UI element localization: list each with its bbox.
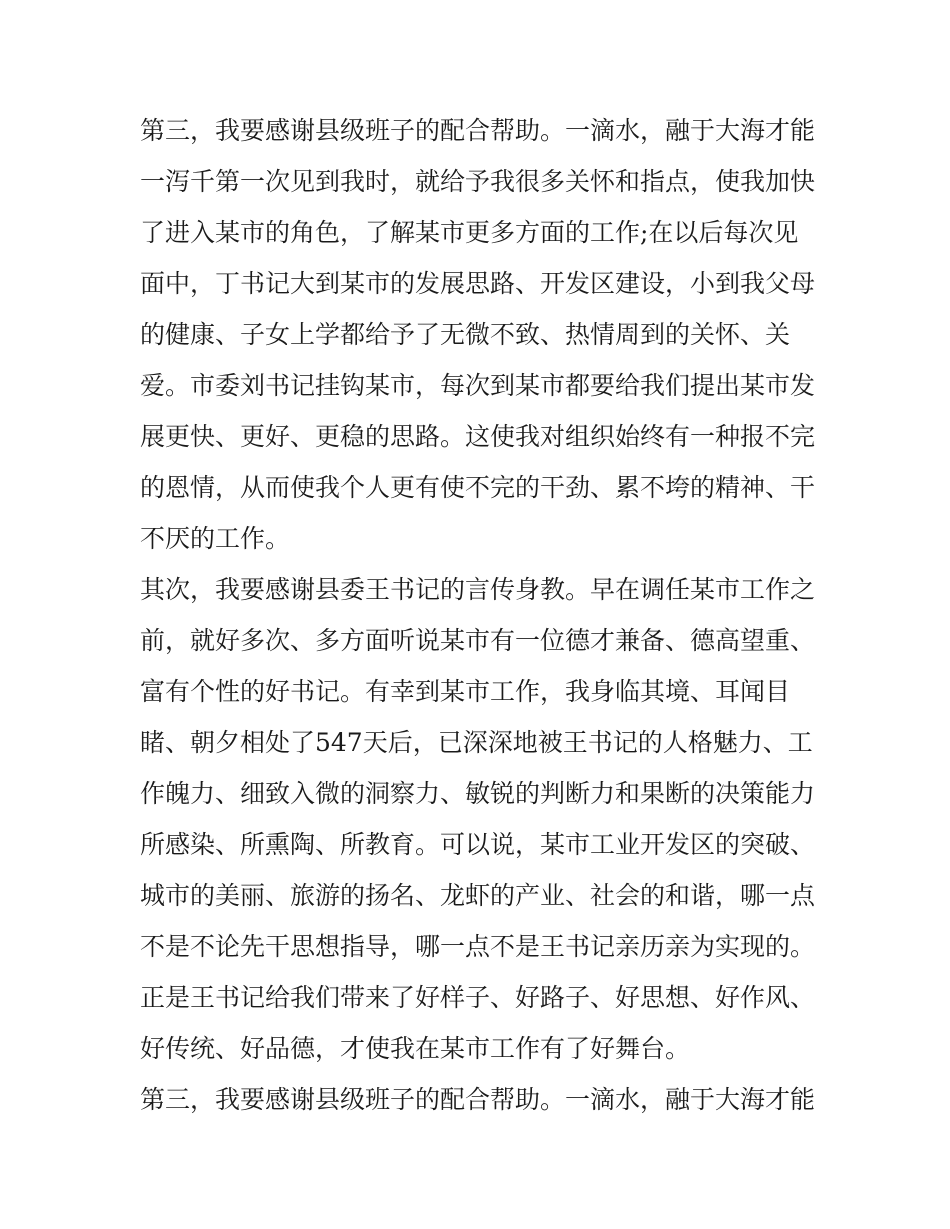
text-line: 不是不论先干思想指导，哪一点不是王书记亲历亲为实现的。 [140,932,816,961]
text-line: 其次，我要感谢县委王书记的言传身教。早在调任某市工作之 [140,575,816,604]
text-line: 第三，我要感谢县级班子的配合帮助。一滴水，融于大海才能 [140,1085,816,1114]
text-line: 第三，我要感谢县级班子的配合帮助。一滴水，融于大海才能 [140,116,816,145]
text-line: 爱。市委刘书记挂钩某市，每次到某市都要给我们提出某市发 [140,371,816,400]
text-line: 一泻千第一次见到我时，就给予我很多关怀和指点，使我加快 [140,167,816,196]
text-line: 好传统、好品德，才使我在某市工作有了好舞台。 [140,1034,691,1063]
text-line: 正是王书记给我们带来了好样子、好路子、好思想、好作风、 [140,983,816,1012]
text-line: 作魄力、细致入微的洞察力、敏锐的判断力和果断的决策能力 [140,779,816,808]
text-line: 的恩情，从而使我个人更有使不完的干劲、累不垮的精神、干 [140,473,816,502]
text-line: 所感染、所熏陶、所教育。可以说，某市工业开发区的突破、 [140,830,816,859]
text-line: 富有个性的好书记。有幸到某市工作，我身临其境、耳闻目 [140,677,791,706]
text-line: 的健康、子女上学都给予了无微不致、热情周到的关怀、关 [140,320,791,349]
document-body [140,105,820,1125]
text-line: 睹、朝夕相处了547天后，已深深地被王书记的人格魅力、工 [140,728,813,757]
text-line: 了进入某市的角色，了解某市更多方面的工作;在以后每次见 [140,218,799,247]
text-line: 展更快、更好、更稳的思路。这使我对组织始终有一种报不完 [140,422,816,451]
text-line: 前，就好多次、多方面听说某市有一位德才兼备、德高望重、 [140,626,816,655]
text-line: 不厌的工作。 [140,524,291,553]
text-line: 城市的美丽、旅游的扬名、龙虾的产业、社会的和谐，哪一点 [140,881,816,910]
text-line: 面中，丁书记大到某市的发展思路、开发区建设，小到我父母 [140,269,816,298]
